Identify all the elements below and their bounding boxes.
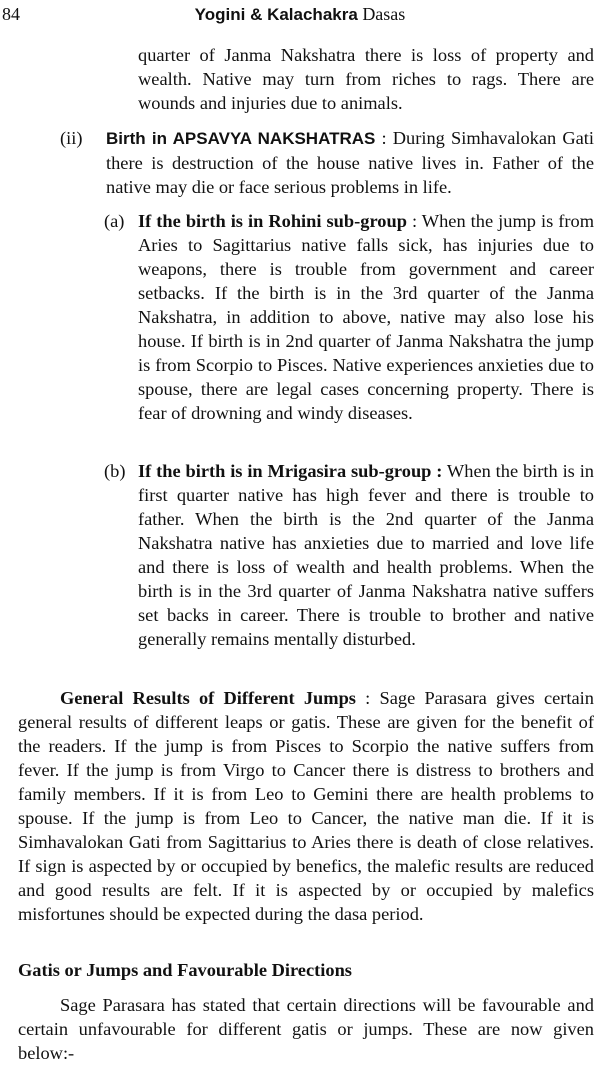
general-results-heading: General Results of Different Jumps: [60, 688, 356, 708]
intro-text: quarter of Janma Nakshatra there is loss of property and wealth. Native may turn from riches to rags. There are wounds and injuries due to animals.: [138, 45, 594, 113]
item-ii-label: (ii): [60, 128, 83, 148]
item-a-heading: If the birth is in Rohini sub-group: [138, 211, 407, 231]
general-results-paragraph: [18, 686, 594, 926]
item-a-label: (a): [104, 211, 125, 231]
item-a-text: : When the jump is from Aries to Sagittarius native falls sick, has injuries due to weapons, there is trouble from government and career setbacks. If the birth is in the 3rd quarter of the Janma Nakshatra, in addition to above, native may also lose his house. If birth is in 2nd quarter of Janma Nakshatra the jump is from Scorpio to Pisces. Native experiences anxieties due to spouse, there are legal cases concerning property. There is fear of drowning and windy diseases.: [138, 211, 594, 423]
section-paragraph: [18, 993, 594, 1065]
running-title-bold: Yogini & Kalachakra: [194, 5, 358, 24]
page-header: [0, 2, 600, 28]
item-b-label: (b): [104, 461, 126, 481]
section-heading: Gatis or Jumps and Favourable Directions: [18, 960, 352, 980]
item-a-paragraph: [138, 209, 594, 425]
item-ii-heading: Birth in APSAVYA NAKSHATRAS: [106, 129, 376, 148]
general-results-text: : Sage Parasara gives certain general results of different leaps or gatis. These are given for the benefit of the readers. If the jump is from Pisces to Scorpio the native suffers from fever. If the jump is from Virgo to Cancer there is distress to brothers and family members. If it is from Leo to Gemini there are health problems to spouse. If the jump is from Leo to Cancer, the native man die. If it is Simhavalokan Gati from Sagittarius to Aries there is death of close relatives. If sign is aspected by or occupied by benefics, the malefic results are reduced and good results are felt. If it is aspected by or occupied by malefics misfortunes should be expected during the dasa period.: [18, 688, 594, 924]
item-ii-paragraph: [106, 126, 594, 199]
intro-paragraph: [138, 43, 594, 115]
item-ii-text: : During Simhavalokan Gati there is destruction of the house native lives in. Father of the native may die or face serious problems in life.: [106, 128, 595, 197]
running-title: [0, 2, 600, 27]
running-title-rest: Dasas: [362, 4, 406, 24]
item-b-paragraph: [138, 459, 594, 651]
item-b-text: When the birth is in first quarter native has high fever and there is trouble to father. When the birth is the 2nd quarter of the Janma Nakshatra native has anxieties due to married and love life and there is loss of wealth and health problems. When the birth is in the 3rd quarter of Janma Nakshatra native suffers set backs in career. There is trouble to brother and native generally remains mentally disturbed.: [138, 461, 594, 649]
item-b-heading: If the birth is in Mrigasira sub-group :: [138, 461, 443, 481]
section-text: Sage Parasara has stated that certain directions will be favourable and certain unfavourable for different gatis or jumps. These are now given below:-: [18, 995, 594, 1063]
page-number: 84: [2, 4, 20, 24]
